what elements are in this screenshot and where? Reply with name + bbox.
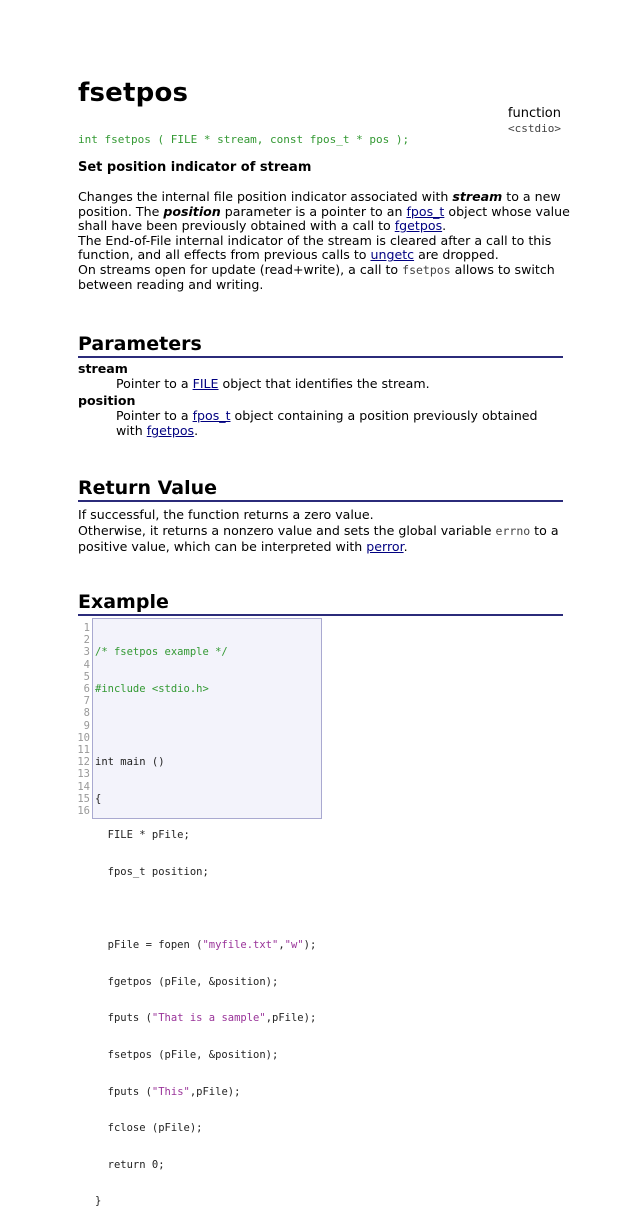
fsetpos-code-ref: fsetpos [402,262,451,277]
errno-code-ref: errno [495,523,531,538]
fpos-t-link[interactable]: fpos_t [406,203,445,219]
function-prototype: int fsetpos ( FILE * stream, const fpos_t * pos ); [78,133,410,146]
code-line: fputs ("This",pFile); [95,1085,241,1098]
param-stream-name: stream [78,361,128,376]
return-value-heading: Return Value [78,477,563,502]
page-title: fsetpos [78,78,189,108]
code-line: { [95,792,102,805]
perror-link[interactable]: perror [366,539,404,554]
line-number-gutter: 1 2 3 4 5 6 7 8 9 10 11 12 13 14 15 16 [77,622,90,818]
code-line: #include <stdio.h> [95,683,209,695]
code-line: int main () [95,756,165,769]
code-line [95,903,316,915]
code-line: fgetpos (pFile, &position); [95,975,279,988]
code-listing [95,622,316,1220]
param-position-description: Pointer to a fpos_t object containing a position previously obtained with fgetpos. [116,408,538,438]
position-param-ref: position [163,203,221,219]
code-line: FILE * pFile; [95,829,190,842]
ungetc-link[interactable]: ungetc [370,247,415,263]
description-paragraph: Changes the internal file position indicator associated with stream to a new position. The position parameter is a pointer to an fpos_t object whose value shall have been previously obtained with a call to fgetpos. The End-of-File internal indicator of the stream is cleared after a call to this function, and all effects from previous calls to ungetc are dropped. On streams open for update (read+write), a call to fsetpos allows to switch between reading and writing. [78,189,570,292]
function-summary: Set position indicator of stream [78,160,312,175]
return-value-paragraph: If successful, the function returns a zero value. Otherwise, it returns a nonzero value and sets the global variable errno to a positive value, which can be interpreted with perror. [78,507,559,554]
fgetpos-link[interactable]: fgetpos [394,218,443,234]
code-line: } [95,1195,102,1208]
stream-param-ref: stream [452,189,503,204]
code-line: pFile = fopen ("myfile.txt","w"); [95,939,317,952]
header-file-label: <cstdio> [508,122,561,135]
param-position-name: position [78,393,136,408]
fpos-t-link-param[interactable]: fpos_t [192,408,231,423]
code-line: fsetpos (pFile, &position); [95,1048,279,1061]
code-line [95,720,316,732]
param-stream-description: Pointer to a FILE object that identifies the stream. [116,376,430,391]
code-line: return 0; [95,1158,165,1171]
code-line: fclose (pFile); [95,1122,203,1135]
file-type-link[interactable]: FILE [192,376,219,391]
fgetpos-link-param[interactable]: fgetpos [146,423,195,438]
code-line: /* fsetpos example */ [95,646,228,659]
parameters-heading: Parameters [78,333,563,358]
example-heading: Example [78,591,563,616]
code-line: fputs ("That is a sample",pFile); [95,1012,317,1025]
entity-kind-label: function [507,106,561,121]
code-line: fpos_t position; [95,865,209,878]
